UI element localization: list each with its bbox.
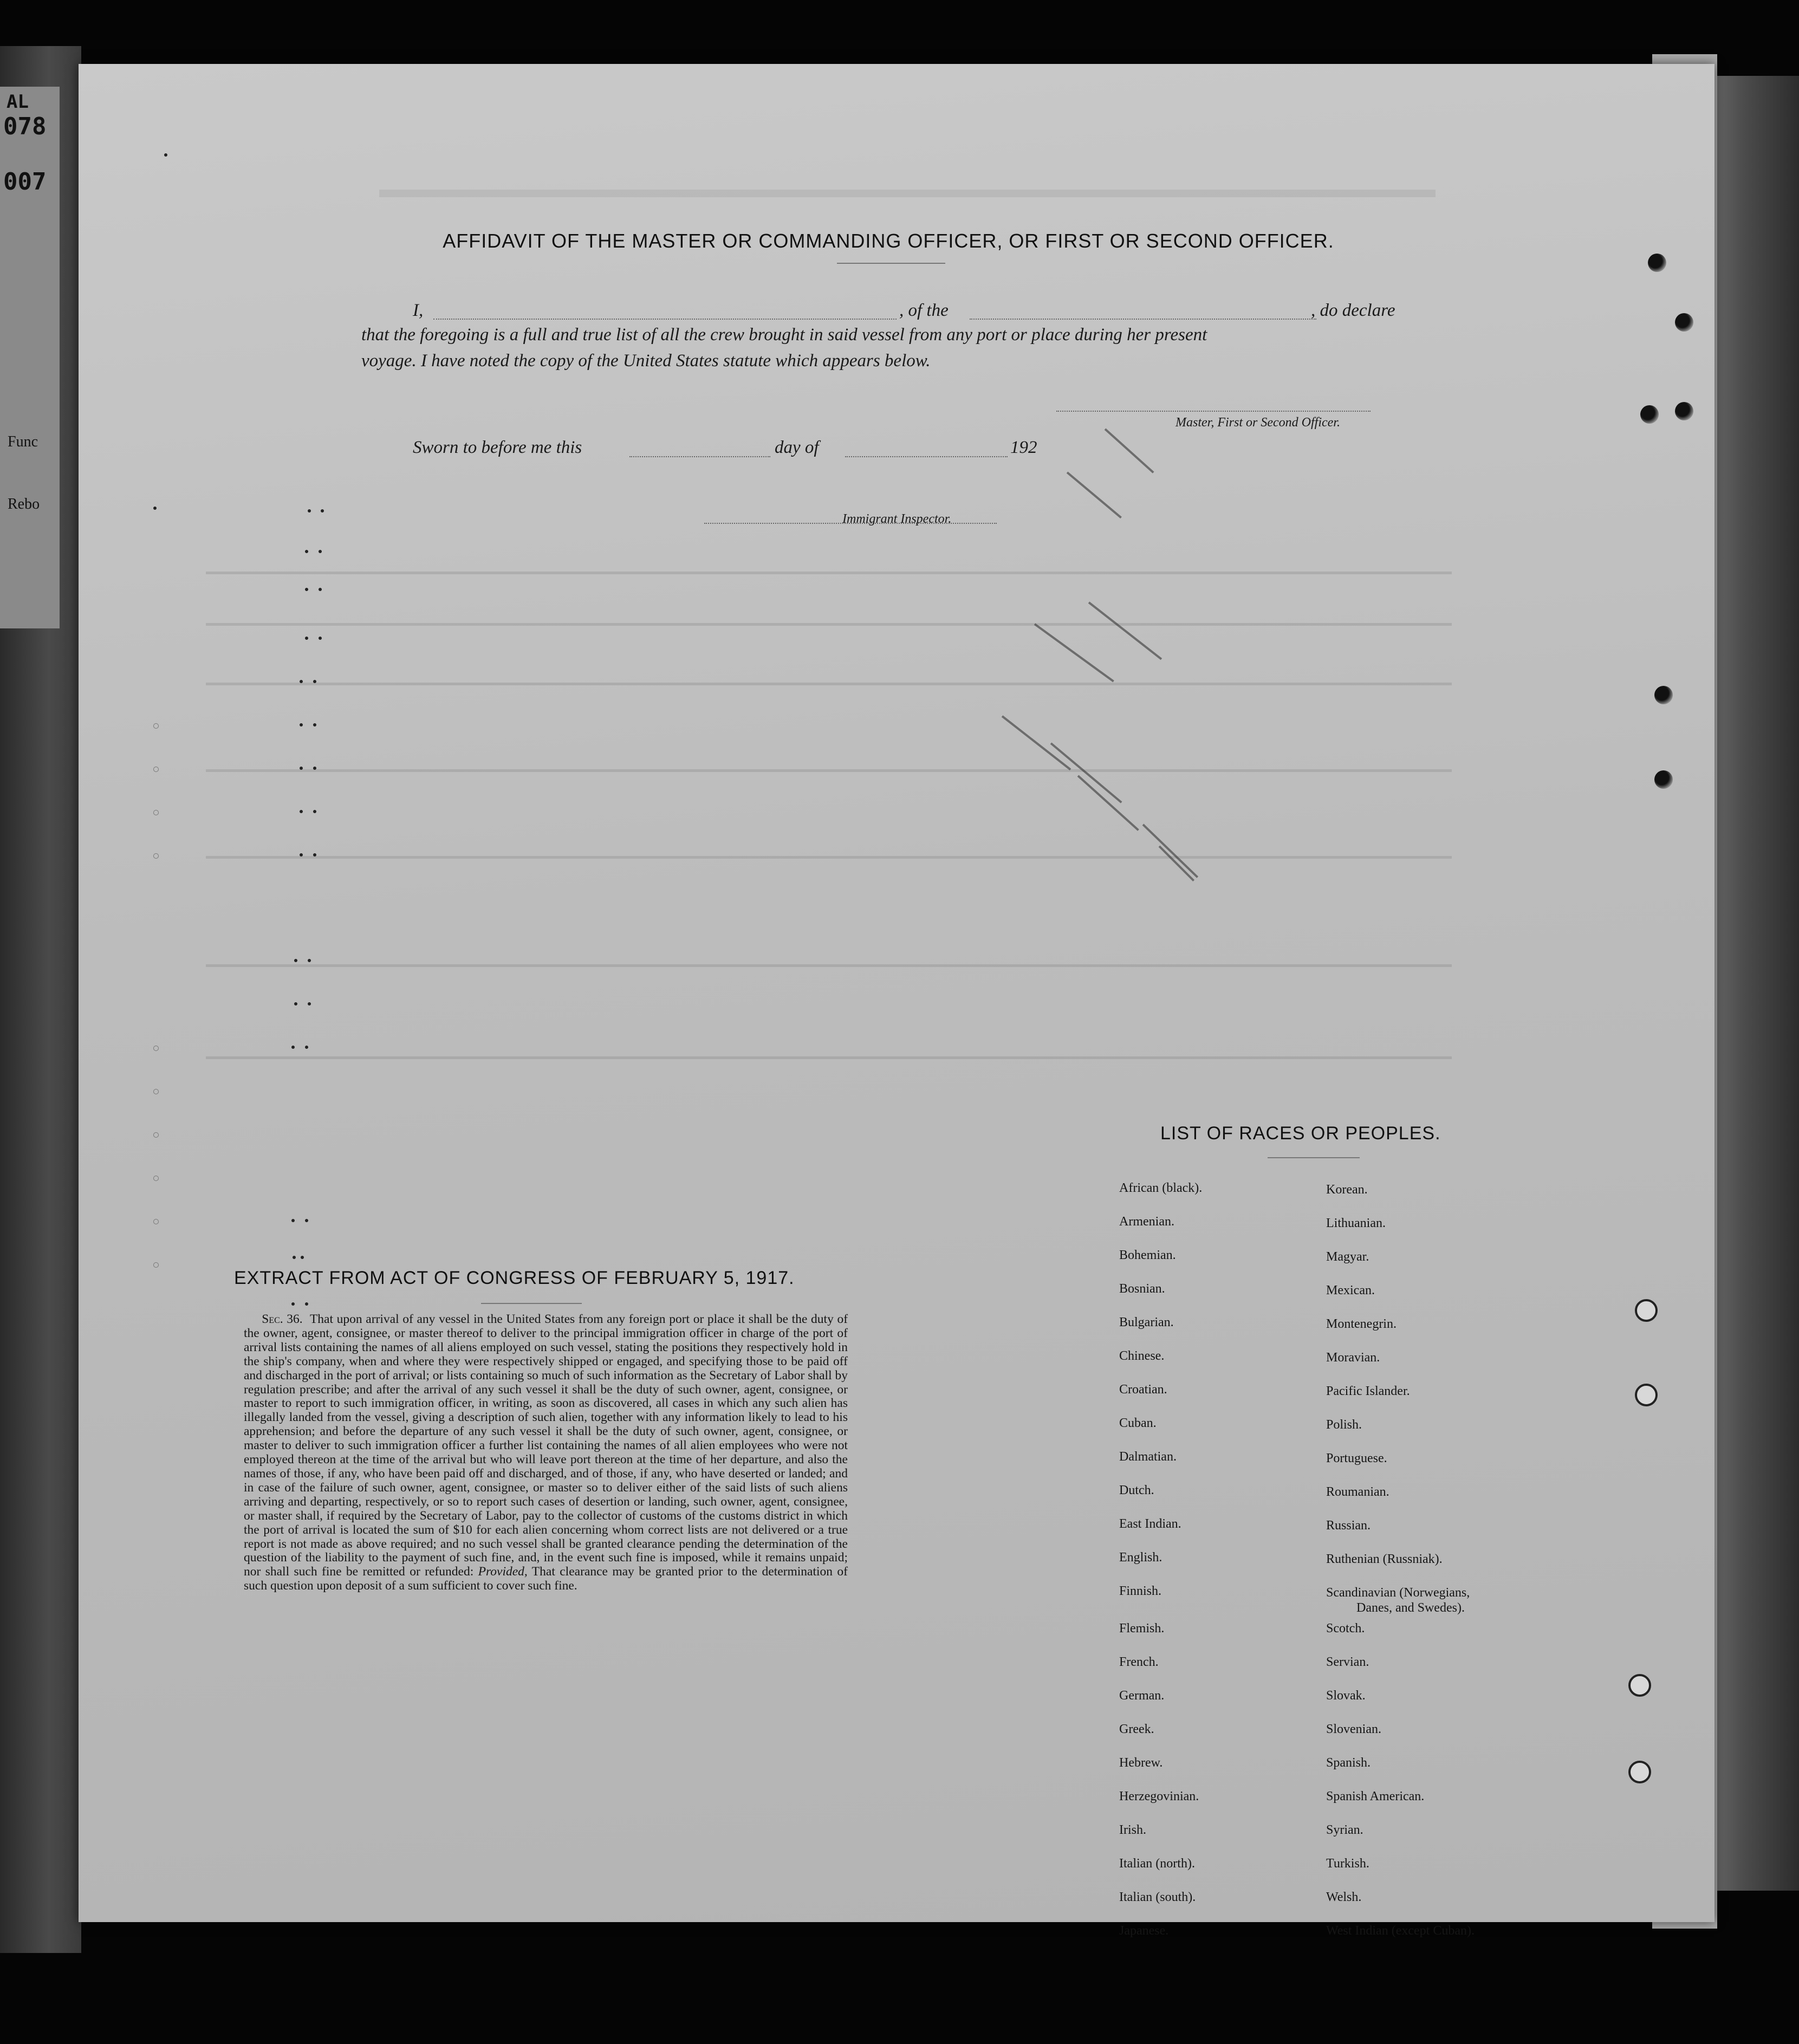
race-item: African (black). [1119, 1181, 1203, 1195]
sworn-label: Sworn to before me this [413, 438, 582, 457]
race-item: Pacific Islander. [1326, 1384, 1410, 1398]
provided-word: Provided, [478, 1565, 528, 1579]
edge-fragment-007: 007 [3, 168, 47, 196]
affidavit-line-3: voyage. I have noted the copy of the United States statute which appears below. [361, 351, 931, 371]
race-item: Greek. [1119, 1722, 1154, 1736]
race-item: Italian (north). [1119, 1857, 1195, 1871]
extract-title-rule [481, 1303, 582, 1304]
race-item: Bosnian. [1119, 1282, 1165, 1296]
race-item: English. [1119, 1550, 1162, 1565]
edge-fragment-rebo: Rebo [8, 496, 40, 512]
race-item: Scotch. [1326, 1621, 1365, 1636]
race-item: Magyar. [1326, 1250, 1369, 1264]
race-item: Scandinavian (Norwegians, [1326, 1586, 1470, 1600]
section-text: That upon arrival of any vessel in the United States from any foreign port or place it shall be the duty of the owner, agent, consignee, or master thereof to deliver to the principal immigration officer in charge of the port of arrival lists containing the names of all aliens employed on such vessel, stating the positions they respectively hold in the ship's company, when and where they were respectively shipped or engaged, and specifying those to be paid off and discharged in the port of arrival; or lists containing so much of such information as the Secretary of Labor shall by regulation prescribe; and after the arrival of any such vessel it shall be the duty of such owner, agent, consignee, or master to report to such immigration officer, in writing, as soon as discovered, all cases in which any such alien has illegally landed from the vessel, giving a description of such alien, together with any information likely to lead to his apprehension; and before the departure of any such vessel it shall be the duty of such owner, agent, consignee, or master to deliver to such immigration officer a further list containing the names of all alien employees who were not employed thereon at the time of the arrival but who will leave port thereon at the time of her departure, and also the names of those, if any, who have been paid off and discharged, and of those, if any, who have deserted or landed; and in case of the failure of such owner, agent, consignee, or master so to deliver either of the said lists of such aliens arriving and departing, respectively, or so to report such cases of desertion or landing, such owner, agent, consignee, or master shall, if required by the Secretary of Labor, pay to the collector of customs of the customs district in which the port of arrival is located the sum of $10 for each alien concerning whom correct lists are not delivered or a true report is not made as above required; and no such vessel shall be granted clearance pending the determination of the question of the liability to the payment of such fine, and, in the event such fine is imposed, while it remains unpaid; nor shall such fine be remitted or refunded: [244, 1312, 848, 1579]
race-item: Russian. [1326, 1519, 1371, 1533]
race-item: East Indian. [1119, 1517, 1181, 1531]
race-item: Slovenian. [1326, 1722, 1381, 1736]
edge-fragment-al: AL [7, 91, 29, 113]
race-item: Herzegovinian. [1119, 1789, 1199, 1803]
races-title: LIST OF RACES OR PEOPLES. [1160, 1123, 1441, 1144]
race-item: Montenegrin. [1326, 1317, 1397, 1331]
affidavit-title: AFFIDAVIT OF THE MASTER OR COMMANDING OFFICER, OR FIRST OR SECOND OFFICER. [443, 230, 1334, 252]
inspector-signature-label: Immigrant Inspector. [842, 512, 952, 526]
race-item: Slovak. [1326, 1689, 1366, 1703]
race-item: Dalmatian. [1119, 1450, 1177, 1464]
affidavit-do-declare: , do declare [1311, 301, 1395, 320]
extract-title: EXTRACT FROM ACT OF CONGRESS OF FEBRUARY 5, 1917. [234, 1268, 795, 1288]
race-item: Dutch. [1119, 1483, 1154, 1497]
edge-fragment-func: Func [8, 433, 38, 450]
race-item: Lithuanian. [1326, 1216, 1386, 1230]
race-item: Bohemian. [1119, 1248, 1176, 1262]
race-item: Moravian. [1326, 1351, 1380, 1365]
sworn-day-field[interactable] [629, 456, 770, 457]
race-item: Danes, and Swedes). [1356, 1601, 1465, 1615]
race-item: Spanish American. [1326, 1789, 1425, 1803]
affidavit-of-the-label: , of the [899, 301, 949, 320]
race-item: Hebrew. [1119, 1756, 1163, 1770]
master-signature-label: Master, First or Second Officer. [1175, 416, 1340, 430]
year-label: 192 [1010, 438, 1037, 457]
master-name-field[interactable] [433, 319, 897, 320]
race-item: Roumanian. [1326, 1485, 1389, 1499]
race-item: Cuban. [1119, 1416, 1157, 1430]
race-item: German. [1119, 1689, 1165, 1703]
race-item: Croatian. [1119, 1383, 1167, 1397]
race-item: Armenian. [1119, 1215, 1174, 1229]
master-signature-field[interactable] [1056, 411, 1371, 412]
race-item: Turkish. [1326, 1857, 1369, 1871]
race-item: Polish. [1326, 1418, 1362, 1432]
race-item: Korean. [1326, 1183, 1368, 1197]
race-item: Syrian. [1326, 1823, 1363, 1837]
race-item: Italian (south). [1119, 1890, 1196, 1904]
affidavit-title-rule [837, 263, 945, 264]
race-item: Chinese. [1119, 1349, 1165, 1363]
affidavit-line-2: that the foregoing is a full and true list of all the crew brought in said vessel from any port or place during her present [361, 325, 1207, 345]
race-item: Irish. [1119, 1823, 1146, 1837]
day-of-label: day of [775, 438, 819, 457]
race-item: Ruthenian (Russniak). [1326, 1552, 1443, 1566]
race-item: Finnish. [1119, 1584, 1162, 1598]
race-item: Spanish. [1326, 1756, 1371, 1770]
races-title-rule [1268, 1157, 1360, 1158]
race-item: Bulgarian. [1119, 1315, 1174, 1329]
extract-section-36 [244, 1313, 848, 1593]
vessel-name-field[interactable] [970, 319, 1316, 320]
race-item: Mexican. [1326, 1283, 1375, 1297]
edge-fragment-078: 078 [3, 113, 47, 140]
scanner-background-right [1706, 76, 1799, 1891]
race-item: Flemish. [1119, 1621, 1165, 1636]
race-item: Japanese. [1119, 1924, 1169, 1938]
race-item: Welsh. [1326, 1890, 1362, 1904]
race-item: Servian. [1326, 1655, 1369, 1669]
race-item: Portuguese. [1326, 1451, 1387, 1465]
race-item: West Indian (except Cuban). [1326, 1924, 1475, 1938]
section-text-tail: That clearance may be granted prior to the determination of such question upon deposit of a sum sufficient to cover such fine. [244, 1565, 848, 1593]
section-label: Sec. 36. [262, 1312, 303, 1326]
sworn-month-field[interactable] [845, 456, 1008, 457]
race-item: French. [1119, 1655, 1159, 1669]
affidavit-i-label: I, [413, 301, 424, 320]
